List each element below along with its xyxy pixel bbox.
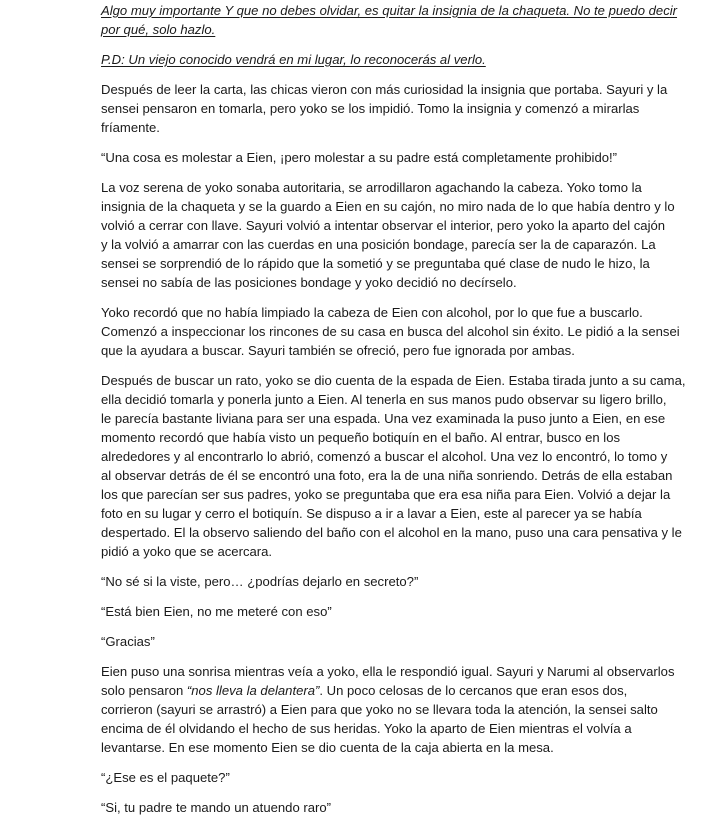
text-line (101, 681, 628, 700)
text-line: “Está bien Eien, no me meteré con eso” (101, 604, 332, 619)
text-line: “Gracias” (101, 634, 155, 649)
dialogue-paragraph (101, 632, 621, 651)
text-line: Comenzó a inspeccionar los rincones de su casa en busca del alcohol sin éxito. Le pidió a la sensei (101, 324, 680, 339)
text-line: Después de leer la carta, las chicas vieron con más curiosidad la insignia que portaba. Sayuri y la (101, 82, 668, 97)
letter-note-paragraph (101, 1, 678, 39)
text-line: Algo muy importante Y que no debes olvidar, es quitar la insignia de la chaqueta. No te puedo decir (101, 3, 678, 18)
text-line: sensei no sabía de las posiciones bondage y yoko decidió no decírselo. (101, 275, 517, 290)
text-line: “Si, tu padre te mando un atuendo raro” (101, 800, 332, 815)
text-line: y la volvió a amarrar con las cuerdas en una posición bondage, parecía ser la de caparazón. La (101, 237, 656, 252)
text-line: sensei se sorprendió de lo rápido que la sometió y se preguntaba qué clase de nudo le hizo, la (101, 256, 650, 271)
text-line: que la ayudara a buscar. Sayuri también se ofreció, pero fue ignorada por ambas. (101, 343, 575, 358)
body-paragraph (101, 662, 675, 757)
text-line: alrededores y al encontrarlo lo abrió, comenzó a buscar el alcohol. Una vez lo encontró, lo tomo y (101, 449, 668, 464)
text-line: Yoko recordó que no había limpiado la cabeza de Eien con alcohol, por lo que fue a buscarlo. (101, 305, 643, 320)
dialogue-paragraph (101, 148, 621, 167)
text-line: momento recordó que había visto un pequeño botiquín en el baño. Al entrar, busco en los (101, 430, 621, 445)
dialogue-paragraph (101, 572, 621, 591)
document-body (101, 0, 686, 828)
text-line: foto en su lugar y cerro el botiquín. Se dispuso a ir a lavar a Eien, este al parecer ya se había (101, 506, 642, 521)
text-line: P.D: Un viejo conocido vendrá en mi lugar, lo reconocerás al verlo. (101, 52, 486, 67)
text-line: Eien puso una sonrisa mientras veía a yoko, ella le respondió igual. Sayuri y Narumi al observarlos (101, 664, 675, 679)
text-line: insignia de la chaqueta y se la guardo a Eien en su cajón, no miro nada de lo que había dentro y lo (101, 199, 675, 214)
text-line: levantarse. En ese momento Eien se dio cuenta de la caja abierta en la mesa. (101, 740, 554, 755)
text-line: La voz serena de yoko sonaba autoritaria, se arrodillaron agachando la cabeza. Yoko tomo la (101, 180, 642, 195)
body-paragraph (101, 303, 680, 360)
text-line: por qué, solo hazlo. (101, 22, 216, 37)
text-run: . Un poco celosas de lo cercanos que eran esos dos, (319, 683, 628, 698)
text-line: Después de buscar un rato, yoko se dio cuenta de la espada de Eien. Estaba tirada junto a su cama, (101, 373, 686, 388)
text-line: los que parecían ser sus padres, yoko se preguntaba que era esa niña para Eien. Volvió a dejar la (101, 487, 671, 502)
text-line: volvió a cerrar con llave. Sayuri volvió a intentar observar el interior, pero yoko la aparto del cajón (101, 218, 666, 233)
body-paragraph (101, 80, 668, 137)
italic-text-run: “nos lleva la delantera” (186, 683, 320, 698)
text-line: pidió a yoko que se acercara. (101, 544, 273, 559)
text-line: corrieron (sayuri se arrastró) a Eien para que yoko no se llevara toda la atención, la sensei salto (101, 702, 658, 717)
text-line: al observar detrás de él se encontró una foto, era la de una niña sonriendo. Detrás de ella estaban (101, 468, 673, 483)
text-run: solo pensaron (101, 683, 187, 698)
dialogue-paragraph (101, 768, 621, 787)
text-line: “¿Ese es el paquete?” (101, 770, 230, 785)
text-line: “No sé si la viste, pero… ¿podrías dejarlo en secreto?” (101, 574, 419, 589)
body-paragraph (101, 178, 675, 292)
text-line: sensei pensaron en tomarla, pero yoko se los impidió. Tomo la insignia y comenzó a mirarlas (101, 101, 640, 116)
text-line: ella decidió tomarla y ponerla junto a Eien. Al tenerla en sus manos pudo observar su ligero brillo, (101, 392, 667, 407)
body-paragraph (101, 371, 686, 561)
dialogue-paragraph (101, 798, 621, 817)
text-line: encima de él olvidando el hecho de sus heridas. Yoko la aparto de Eien mientras el volvía a (101, 721, 632, 736)
text-line: despertado. El la observo saliendo del baño con el alcohol en la mano, puso una cara pensativa y le (101, 525, 682, 540)
text-line: fríamente. (101, 120, 160, 135)
letter-postscript-paragraph (101, 50, 621, 69)
text-line: “Una cosa es molestar a Eien, ¡pero molestar a su padre está completamente prohibido!” (101, 150, 618, 165)
dialogue-paragraph (101, 602, 621, 621)
text-line: le parecía bastante liviana para ser una espada. Una vez examinada la puso junto a Eien, en ese (101, 411, 666, 426)
